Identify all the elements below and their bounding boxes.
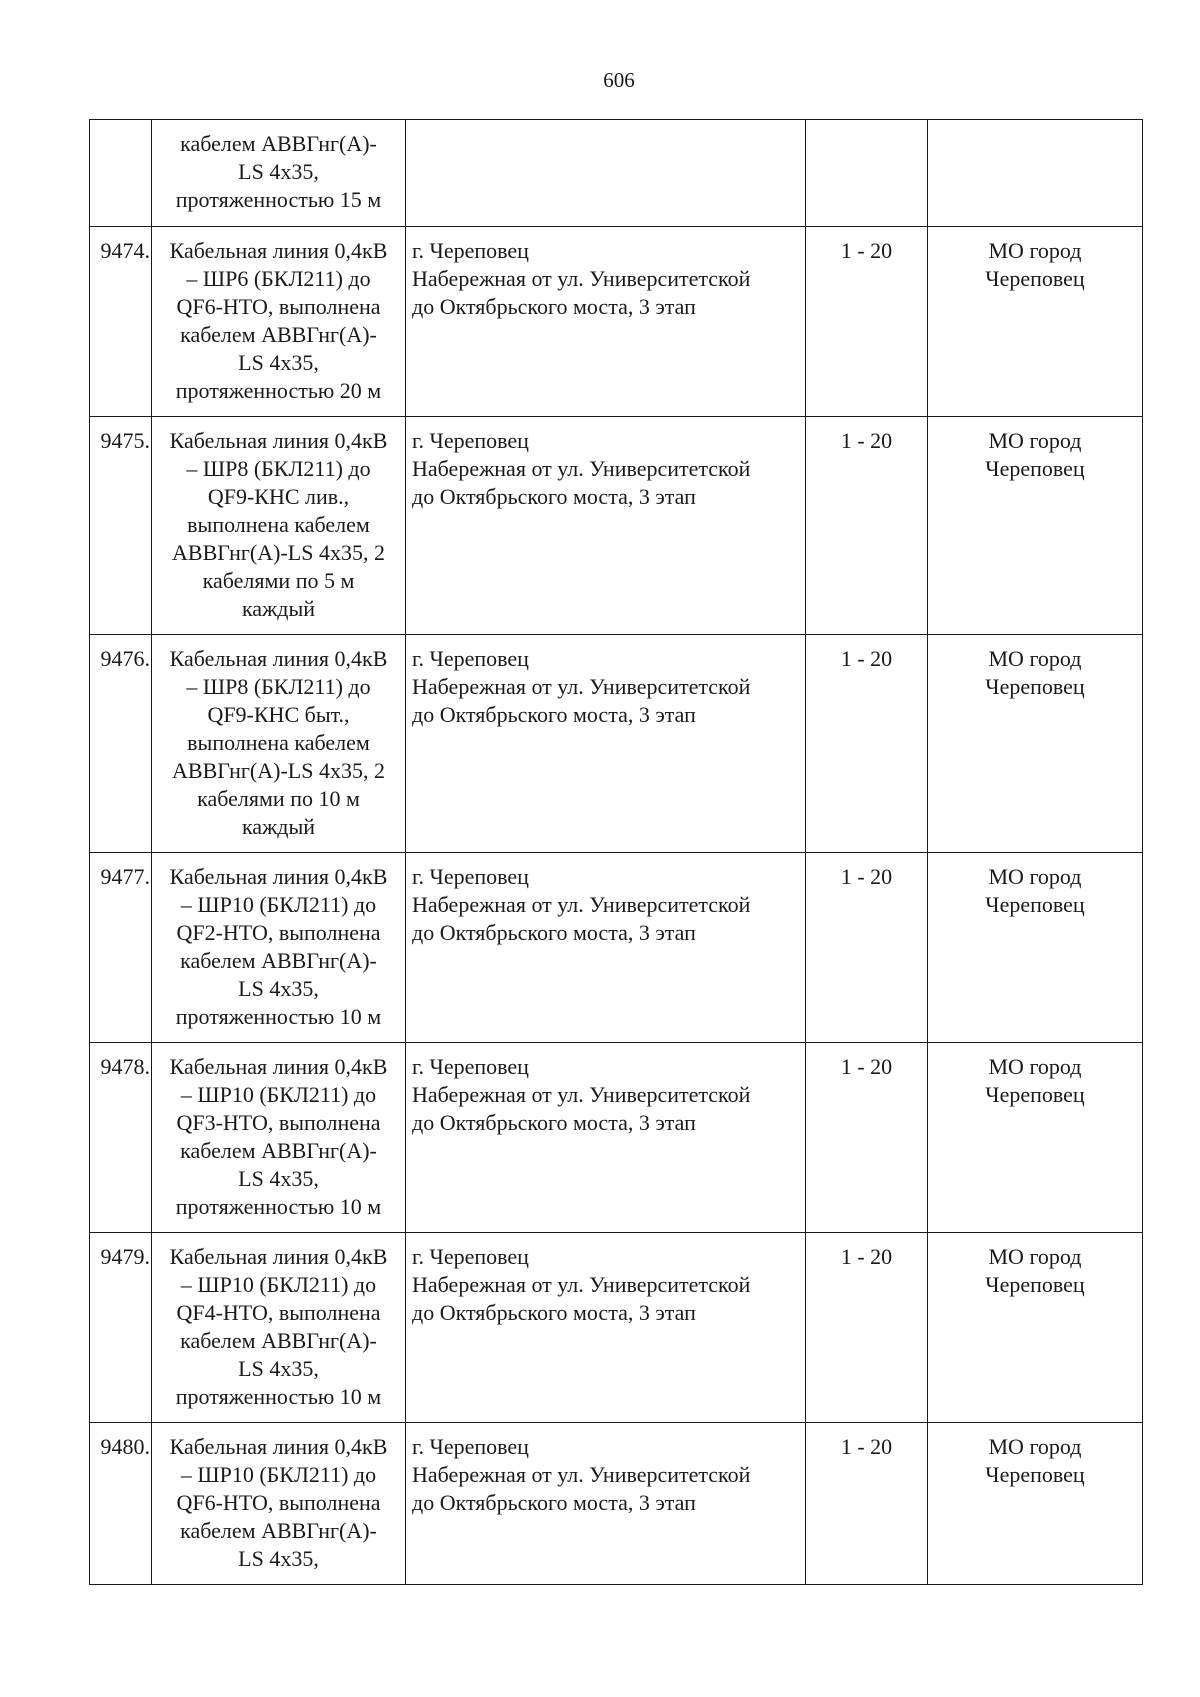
voltage-cell <box>806 120 928 227</box>
object-name-line: – ШР8 (БКЛ211) до <box>186 456 371 481</box>
object-name-line: кабелями по 10 м <box>197 786 360 811</box>
address-line: г. Череповец <box>412 1054 529 1079</box>
object-name-line: Кабельная линия 0,4кВ <box>169 1244 388 1269</box>
address-line: Набережная от ул. Университетской <box>412 1462 751 1487</box>
owner-line: МО город <box>988 1054 1082 1079</box>
object-name-line: выполнена кабелем <box>187 730 370 755</box>
object-name-line: – ШР6 (БКЛ211) до <box>186 266 371 291</box>
owner-line: МО город <box>988 428 1082 453</box>
object-name-cell <box>152 853 406 1043</box>
object-name-cell <box>152 227 406 417</box>
table-row <box>90 417 1143 635</box>
owner-line: МО город <box>988 864 1082 889</box>
owner-cell <box>928 635 1143 853</box>
address-line: Набережная от ул. Университетской <box>412 1082 751 1107</box>
object-name-cell <box>152 635 406 853</box>
voltage-cell: 1 - 20 <box>806 1233 928 1423</box>
address-cell <box>406 1233 806 1423</box>
voltage-cell: 1 - 20 <box>806 417 928 635</box>
object-name-line: АВВГнг(А)-LS 4x35, 2 <box>172 758 385 783</box>
voltage-cell: 1 - 20 <box>806 1423 928 1585</box>
object-name-line: кабелем АВВГнг(А)- <box>180 1518 377 1543</box>
row-number <box>90 120 152 227</box>
object-name-line: – ШР10 (БКЛ211) до <box>180 1462 377 1487</box>
object-name-line: кабелем АВВГнг(А)- <box>180 131 377 156</box>
address-cell <box>406 227 806 417</box>
address-line: Набережная от ул. Университетской <box>412 892 751 917</box>
owner-line: Череповец <box>985 674 1085 699</box>
object-name-line: – ШР10 (БКЛ211) до <box>180 892 377 917</box>
address-line: до Октябрьского моста, 3 этап <box>412 920 696 945</box>
address-line: Набережная от ул. Университетской <box>412 456 751 481</box>
address-line: до Октябрьского моста, 3 этап <box>412 484 696 509</box>
address-line: до Октябрьского моста, 3 этап <box>412 1490 696 1515</box>
object-name-line: QF2-НТО, выполнена <box>176 920 381 945</box>
table-row <box>90 635 1143 853</box>
address-line: Набережная от ул. Университетской <box>412 1272 751 1297</box>
row-number: 9478. <box>90 1043 152 1233</box>
owner-cell <box>928 1423 1143 1585</box>
object-name-cell <box>152 1423 406 1585</box>
object-name-line: кабелями по 5 м <box>202 568 355 593</box>
address-line: г. Череповец <box>412 646 529 671</box>
row-number: 9476. <box>90 635 152 853</box>
object-name-cell <box>152 417 406 635</box>
address-cell <box>406 635 806 853</box>
address-line: до Октябрьского моста, 3 этап <box>412 294 696 319</box>
object-name-line: QF9-КНС быт., <box>207 702 350 727</box>
row-number: 9477. <box>90 853 152 1043</box>
object-name-line: Кабельная линия 0,4кВ <box>169 1434 388 1459</box>
object-name-line: QF6-НТО, выполнена <box>176 1490 381 1515</box>
object-name-line: каждый <box>241 596 316 621</box>
object-name-line: выполнена кабелем <box>187 512 370 537</box>
owner-line: Череповец <box>985 266 1085 291</box>
object-name-line: QF9-КНС лив., <box>207 484 350 509</box>
owner-line: Череповец <box>985 1272 1085 1297</box>
voltage-cell: 1 - 20 <box>806 227 928 417</box>
voltage-cell: 1 - 20 <box>806 1043 928 1233</box>
table-row <box>90 853 1143 1043</box>
owner-cell <box>928 1233 1143 1423</box>
object-name-line: LS 4x35, <box>238 1166 319 1191</box>
object-name-line: протяженностью 15 м <box>175 187 382 212</box>
object-name-line: кабелем АВВГнг(А)- <box>180 322 377 347</box>
object-name-line: QF6-НТО, выполнена <box>176 294 381 319</box>
owner-cell <box>928 853 1143 1043</box>
address-line: до Октябрьского моста, 3 этап <box>412 1300 696 1325</box>
owner-line: МО город <box>988 238 1082 263</box>
object-name-line: АВВГнг(А)-LS 4x35, 2 <box>172 540 385 565</box>
object-name-line: кабелем АВВГнг(А)- <box>180 948 377 973</box>
row-number: 9479. <box>90 1233 152 1423</box>
voltage-cell: 1 - 20 <box>806 853 928 1043</box>
object-name-line: LS 4x35, <box>238 1546 319 1571</box>
object-name-line: – ШР10 (БКЛ211) до <box>180 1082 377 1107</box>
address-line: до Октябрьского моста, 3 этап <box>412 702 696 727</box>
owner-cell <box>928 1043 1143 1233</box>
object-name-line: LS 4x35, <box>238 350 319 375</box>
object-name-line: Кабельная линия 0,4кВ <box>169 428 388 453</box>
registry-table <box>89 119 1143 1585</box>
object-name-line: протяженностью 10 м <box>175 1194 382 1219</box>
address-cell <box>406 120 806 227</box>
object-name-cell <box>152 120 406 227</box>
owner-line: Череповец <box>985 892 1085 917</box>
table-row <box>90 1423 1143 1585</box>
address-line: Набережная от ул. Университетской <box>412 674 751 699</box>
address-cell <box>406 417 806 635</box>
address-cell <box>406 1423 806 1585</box>
owner-line: Череповец <box>985 1462 1085 1487</box>
address-cell <box>406 853 806 1043</box>
row-number: 9480. <box>90 1423 152 1585</box>
owner-line: Череповец <box>985 456 1085 481</box>
object-name-line: каждый <box>241 814 316 839</box>
owner-line: МО город <box>988 646 1082 671</box>
object-name-line: – ШР8 (БКЛ211) до <box>186 674 371 699</box>
row-number: 9475. <box>90 417 152 635</box>
voltage-cell: 1 - 20 <box>806 635 928 853</box>
table-row <box>90 1233 1143 1423</box>
object-name-line: QF4-НТО, выполнена <box>176 1300 381 1325</box>
owner-line: МО город <box>988 1434 1082 1459</box>
object-name-line: QF3-НТО, выполнена <box>176 1110 381 1135</box>
owner-cell <box>928 120 1143 227</box>
table-row <box>90 120 1143 227</box>
object-name-line: – ШР10 (БКЛ211) до <box>180 1272 377 1297</box>
address-line: г. Череповец <box>412 238 529 263</box>
object-name-line: протяженностью 10 м <box>175 1384 382 1409</box>
object-name-line: протяженностью 20 м <box>175 378 382 403</box>
table-row <box>90 227 1143 417</box>
owner-cell <box>928 227 1143 417</box>
owner-line: Череповец <box>985 1082 1085 1107</box>
object-name-line: Кабельная линия 0,4кВ <box>169 646 388 671</box>
address-line: г. Череповец <box>412 1434 529 1459</box>
object-name-cell <box>152 1233 406 1423</box>
object-name-line: Кабельная линия 0,4кВ <box>169 1054 388 1079</box>
table-row <box>90 1043 1143 1233</box>
object-name-line: кабелем АВВГнг(А)- <box>180 1328 377 1353</box>
address-line: г. Череповец <box>412 1244 529 1269</box>
address-line: г. Череповец <box>412 864 529 889</box>
object-name-line: кабелем АВВГнг(А)- <box>180 1138 377 1163</box>
address-line: г. Череповец <box>412 428 529 453</box>
object-name-line: протяженностью 10 м <box>175 1004 382 1029</box>
owner-cell <box>928 417 1143 635</box>
address-line: до Октябрьского моста, 3 этап <box>412 1110 696 1135</box>
object-name-line: LS 4x35, <box>238 1356 319 1381</box>
owner-line: МО город <box>988 1244 1082 1269</box>
object-name-line: Кабельная линия 0,4кВ <box>169 864 388 889</box>
address-cell <box>406 1043 806 1233</box>
registry-table-body <box>90 120 1143 1585</box>
address-line: Набережная от ул. Университетской <box>412 266 751 291</box>
object-name-line: Кабельная линия 0,4кВ <box>169 238 388 263</box>
object-name-cell <box>152 1043 406 1233</box>
object-name-line: LS 4x35, <box>238 159 319 184</box>
object-name-line: LS 4x35, <box>238 976 319 1001</box>
row-number: 9474. <box>90 227 152 417</box>
page-number: 606 <box>603 68 635 92</box>
